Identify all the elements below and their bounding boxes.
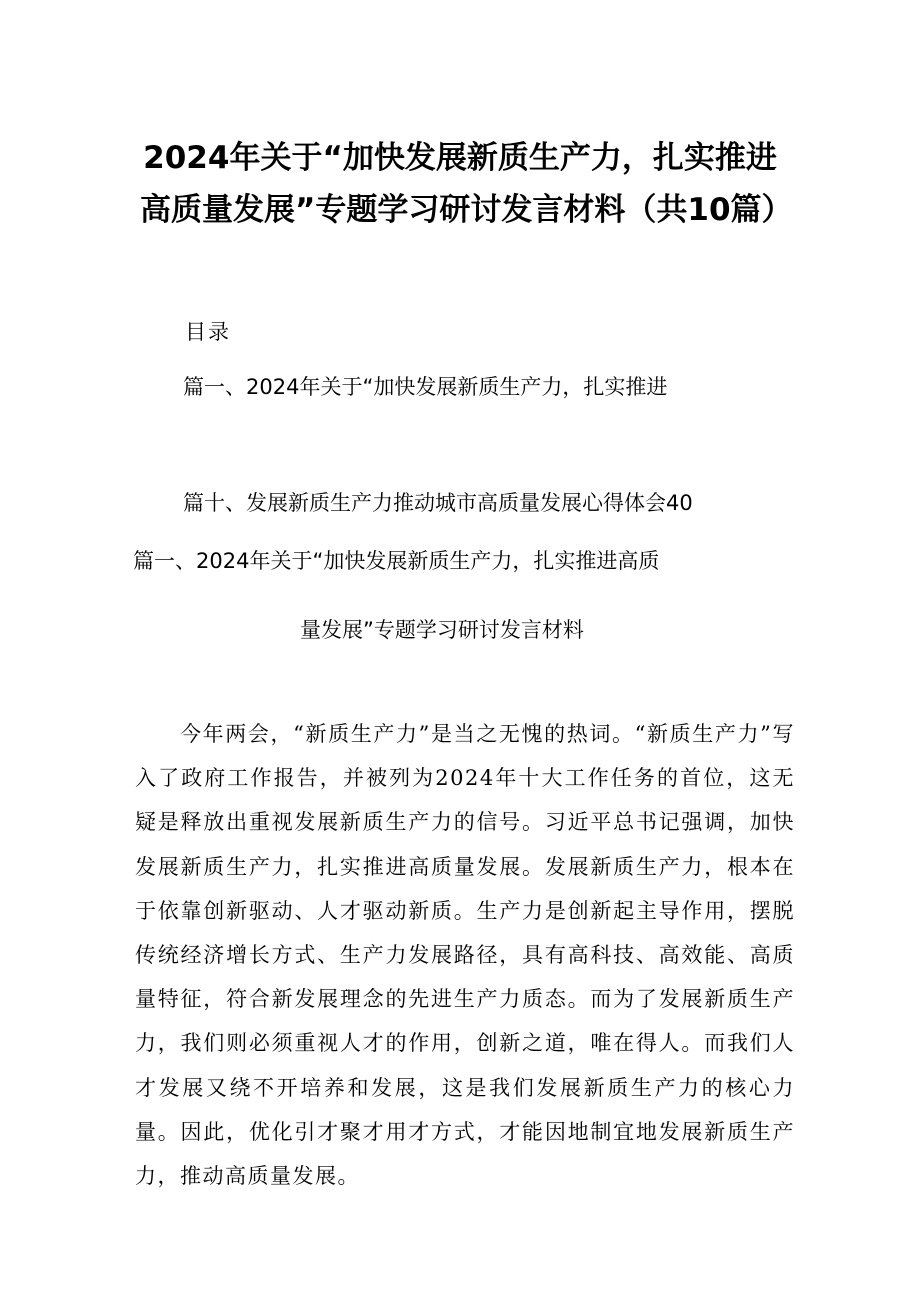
section-heading-line-1: 篇一、2024年关于“加快发展新质生产力，扎实推进高质 (133, 549, 660, 573)
toc-label: 目录 (185, 320, 231, 344)
body-paragraph: 今年两会，“新质生产力”是当之无愧的热词。“新质生产力”写入了政府工作报告，并被列为2024年十大工作任务的首位，这无疑是释放出重视发展新质生产力的信号。习近平总书记强调，加快发展新质生产力，扎实推进高质量发展。发展新质生产力，根本在于依靠创新驱动、人才驱动新质。生产力是创新起主导作用，摆脱传统经济增长方式、生产力发展路径，具有高科技、高效能、高质量特征，符合新发展理念的先进生产力质态。而为了发展新质生产力，我们则必须重视人才的作用，创新之道，唯在得人。而我们人才发展又绕不开培养和发展，这是我们发展新质生产力的核心力量。因此，优化引才聚才用才方式，才能因地制宜地发展新质生产力，推动高质量发展。 (135, 722, 795, 1189)
document-title: 2024年关于“加快发展新质生产力，扎实推进高质量发展”专题学习研讨发言材料（共10篇） (140, 140, 793, 228)
section-heading-line-2: 量发展”专题学习研讨发言材料 (300, 618, 584, 642)
toc-item-1[interactable]: 篇一、2024年关于“加快发展新质生产力，扎实推进 (183, 375, 668, 399)
toc-item-10[interactable]: 篇十、发展新质生产力推动城市高质量发展心得体会40 (183, 491, 693, 515)
